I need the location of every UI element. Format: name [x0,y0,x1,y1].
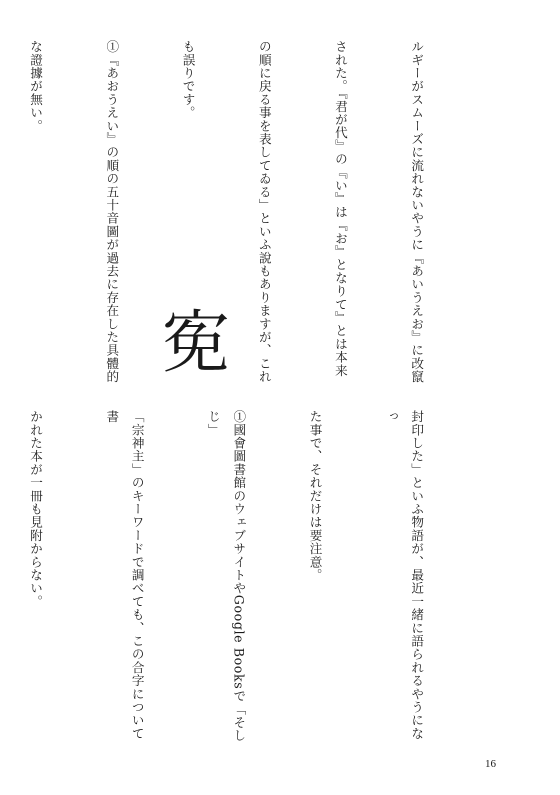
text-line: の順に戻る事を表してゐる」といふ說もありますが、これ [256,40,272,384]
text-line: た事で、それだけは要注意。 [307,410,323,582]
text-line: ルギーがスムーズに流れないやうに『あいうえお』に改竄 [409,40,425,384]
note-line: な證據が無い。 [28,40,44,133]
sosiji-kanji-glyph: 𡨚 [162,304,231,383]
text-line: 封印した」といふ物語が、最近一緒に語られるやうになっ [383,410,425,740]
note-line: 「宗神主」のキーワードで調べても、この合字について書 [104,410,145,740]
note-line: ①『あおうえい』の順の五十音圖が過去に存在した具體的 [104,40,120,384]
text-line: された。『君が代』の『い』は『お』となりて』とは本来 [332,40,348,377]
text-line: も誤りです。 [180,40,196,120]
page-number: 16 [485,758,496,770]
note-line: ①國會圖書館のウェブサイトやGoogle Booksで「そしじ」 [205,410,247,743]
top-text-block [28,40,480,385]
bottom-text-block [28,410,480,750]
note-line: かれた本が一冊も見附からない。 [28,410,44,608]
